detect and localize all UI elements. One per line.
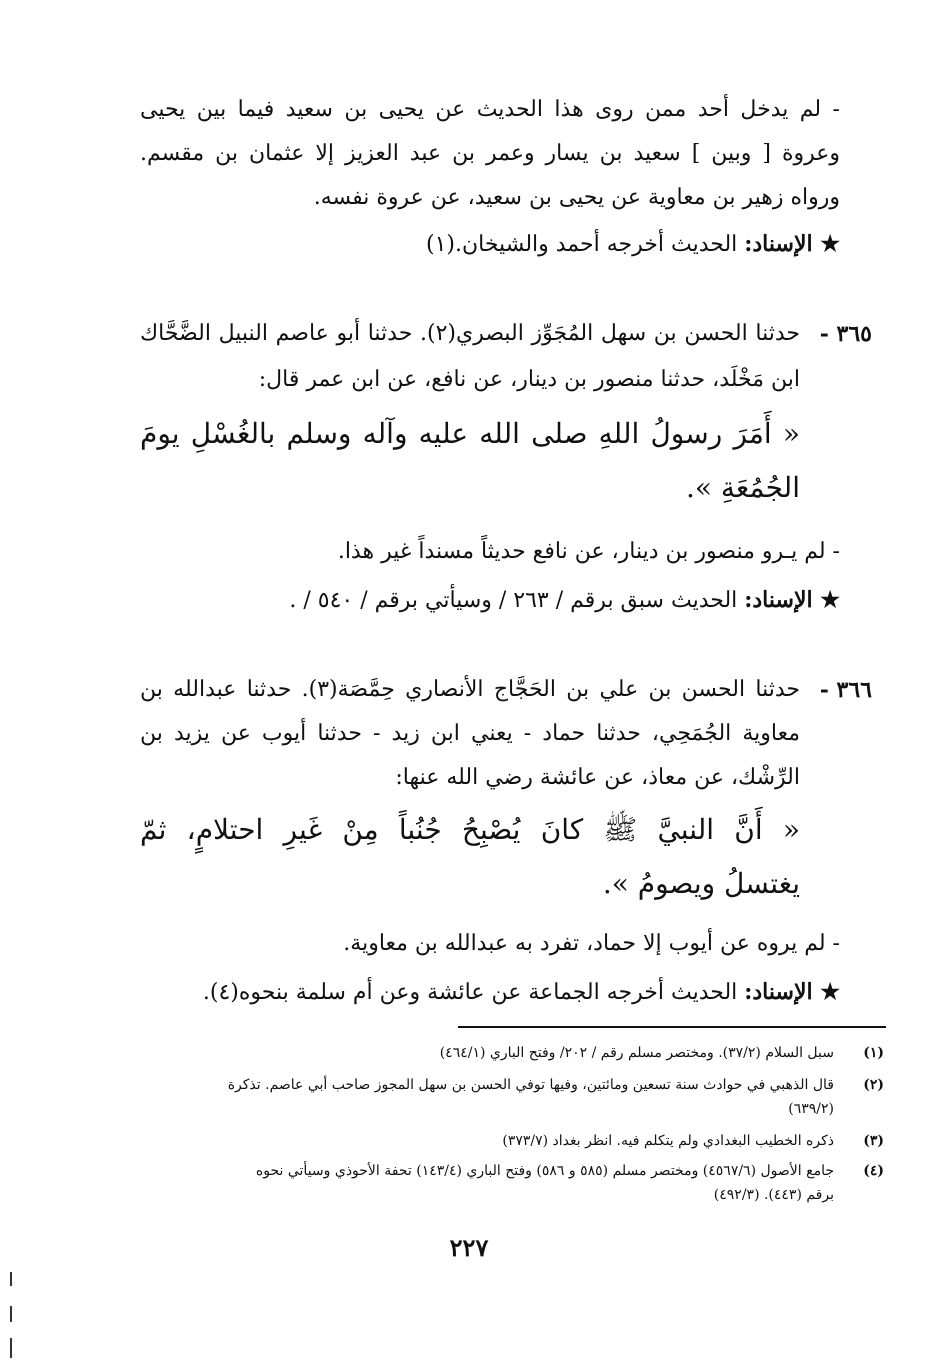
footnote-number: (١) [863,1045,884,1061]
footnote-number: (٤) [863,1163,884,1179]
h365-isnad [140,580,840,621]
footnote-text: قال الذهبي في حوادث سنة تسعين ومائتين، وفيها توفي الحسن بن سهل المجوز صاحب أبي عاصم. تذكرة [227,1077,834,1093]
isnad-label: ★ الإسناد: [744,587,840,613]
footnote-text: ذكره الخطيب البغدادي ولم يتكلم فيه. انظر بغداد (٣٧٣/٧) [502,1133,834,1149]
tail-line-3: ورواه زهير بن معاوية عن يحيى بن سعيد، عن عروة نفسه. [313,185,840,210]
page-number: ٢٢٧ [449,1233,489,1262]
h366-line-2: معاوية الجُمَحِي، حدثنا حماد - يعني ابن زيد - حدثنا أيوب عن يزيد بن [140,721,800,746]
footnote-text: جامع الأصول (٤٥٦٧/٦) ومختصر مسلم (٥٨٥ و ٥٨٦) وفتح الباري (١٤٣/٤) تحفة الأحوذي وسيأتي نحوه [255,1163,834,1179]
footnote-number: (٢) [863,1077,884,1093]
h366-isnad [140,972,840,1013]
footnote-text: سبل السلام (٣٧/٢). ومختصر مسلم رقم / ٢٠٢/ وفتح الباري (٤٦٤/١) [439,1045,834,1061]
tail-line-1: - لم يدخل أحد ممن روى هذا الحديث عن يحيى بن سعيد فيما بين يحيى [140,97,840,122]
hadith-number-365: ٣٦٥ - [819,321,872,347]
isnad-text: الحديث أخرجه الجماعة عن عائشة وعن أم سلمة بنحوه(٤). [202,980,738,1005]
scan-edge-mark [10,1272,12,1286]
footnote-text-cont: برقم (٤٤٣). (٤٩٢/٣) [713,1187,834,1203]
h366-note: - لم يروه عن أيوب إلا حماد، تفرد به عبدالله بن معاوية. [343,931,840,956]
footnote-separator [458,1026,886,1028]
h366-line-3: الرِّشْك، عن معاذ، عن عائشة رضي الله عنها: [395,765,800,790]
isnad-text: الحديث سبق برقم / ٢٦٣ / وسيأتي برقم / ٥٤٠ / . [289,588,738,613]
h365-note: - لم يـرو منصور بن دينار، عن نافع حديثاً مسنداً غير هذا. [337,539,840,564]
h366-matn-1: « أَنَّ النبيَّ ﷺ كانَ يُصْبِحُ جُنُباً مِنْ غَيرِ احتلامٍ، ثمّ [140,813,800,846]
h365-matn-1: « أَمَرَ رسولُ اللهِ صلى الله عليه وآله وسلم بالغُسْلِ يومَ [140,417,800,450]
h365-line-2: ابن مَخْلَد، حدثنا منصور بن دينار، عن نافع، عن ابن عمر قال: [258,367,800,392]
h365-matn-2: الجُمُعَةِ ». [685,471,800,504]
isnad-label: ★ الإسناد: [744,231,840,257]
isnad-text: الحديث أخرجه أحمد والشيخان.(١) [426,232,738,257]
tail-isnad [140,224,840,265]
hadith-number-366: ٣٦٦ - [819,677,872,703]
tail-line-2: وعروة [ وبين ] سعيد بن يسار وعمر بن عبد العزيز إلا عثمان بن مقسم. [140,141,840,166]
scan-edge-mark [10,1306,12,1322]
footnote-number: (٣) [863,1133,884,1149]
h365-line-1: حدثنا الحسن بن سهل المُجَوِّز البصري(٢). حدثنا أبو عاصم النبيل الضَّحَّاك [140,321,800,346]
scan-edge-mark [10,1338,12,1358]
h366-line-1: حدثنا الحسن بن علي بن الحَجَّاج الأنصاري حِمَّصَة(٣). حدثنا عبدالله بن [140,677,800,702]
footnote-text-cont: (٦٣٩/٢) [788,1101,834,1117]
h366-matn-2: يغتسلُ ويصومُ ». [602,867,800,900]
isnad-label: ★ الإسناد: [744,979,840,1005]
